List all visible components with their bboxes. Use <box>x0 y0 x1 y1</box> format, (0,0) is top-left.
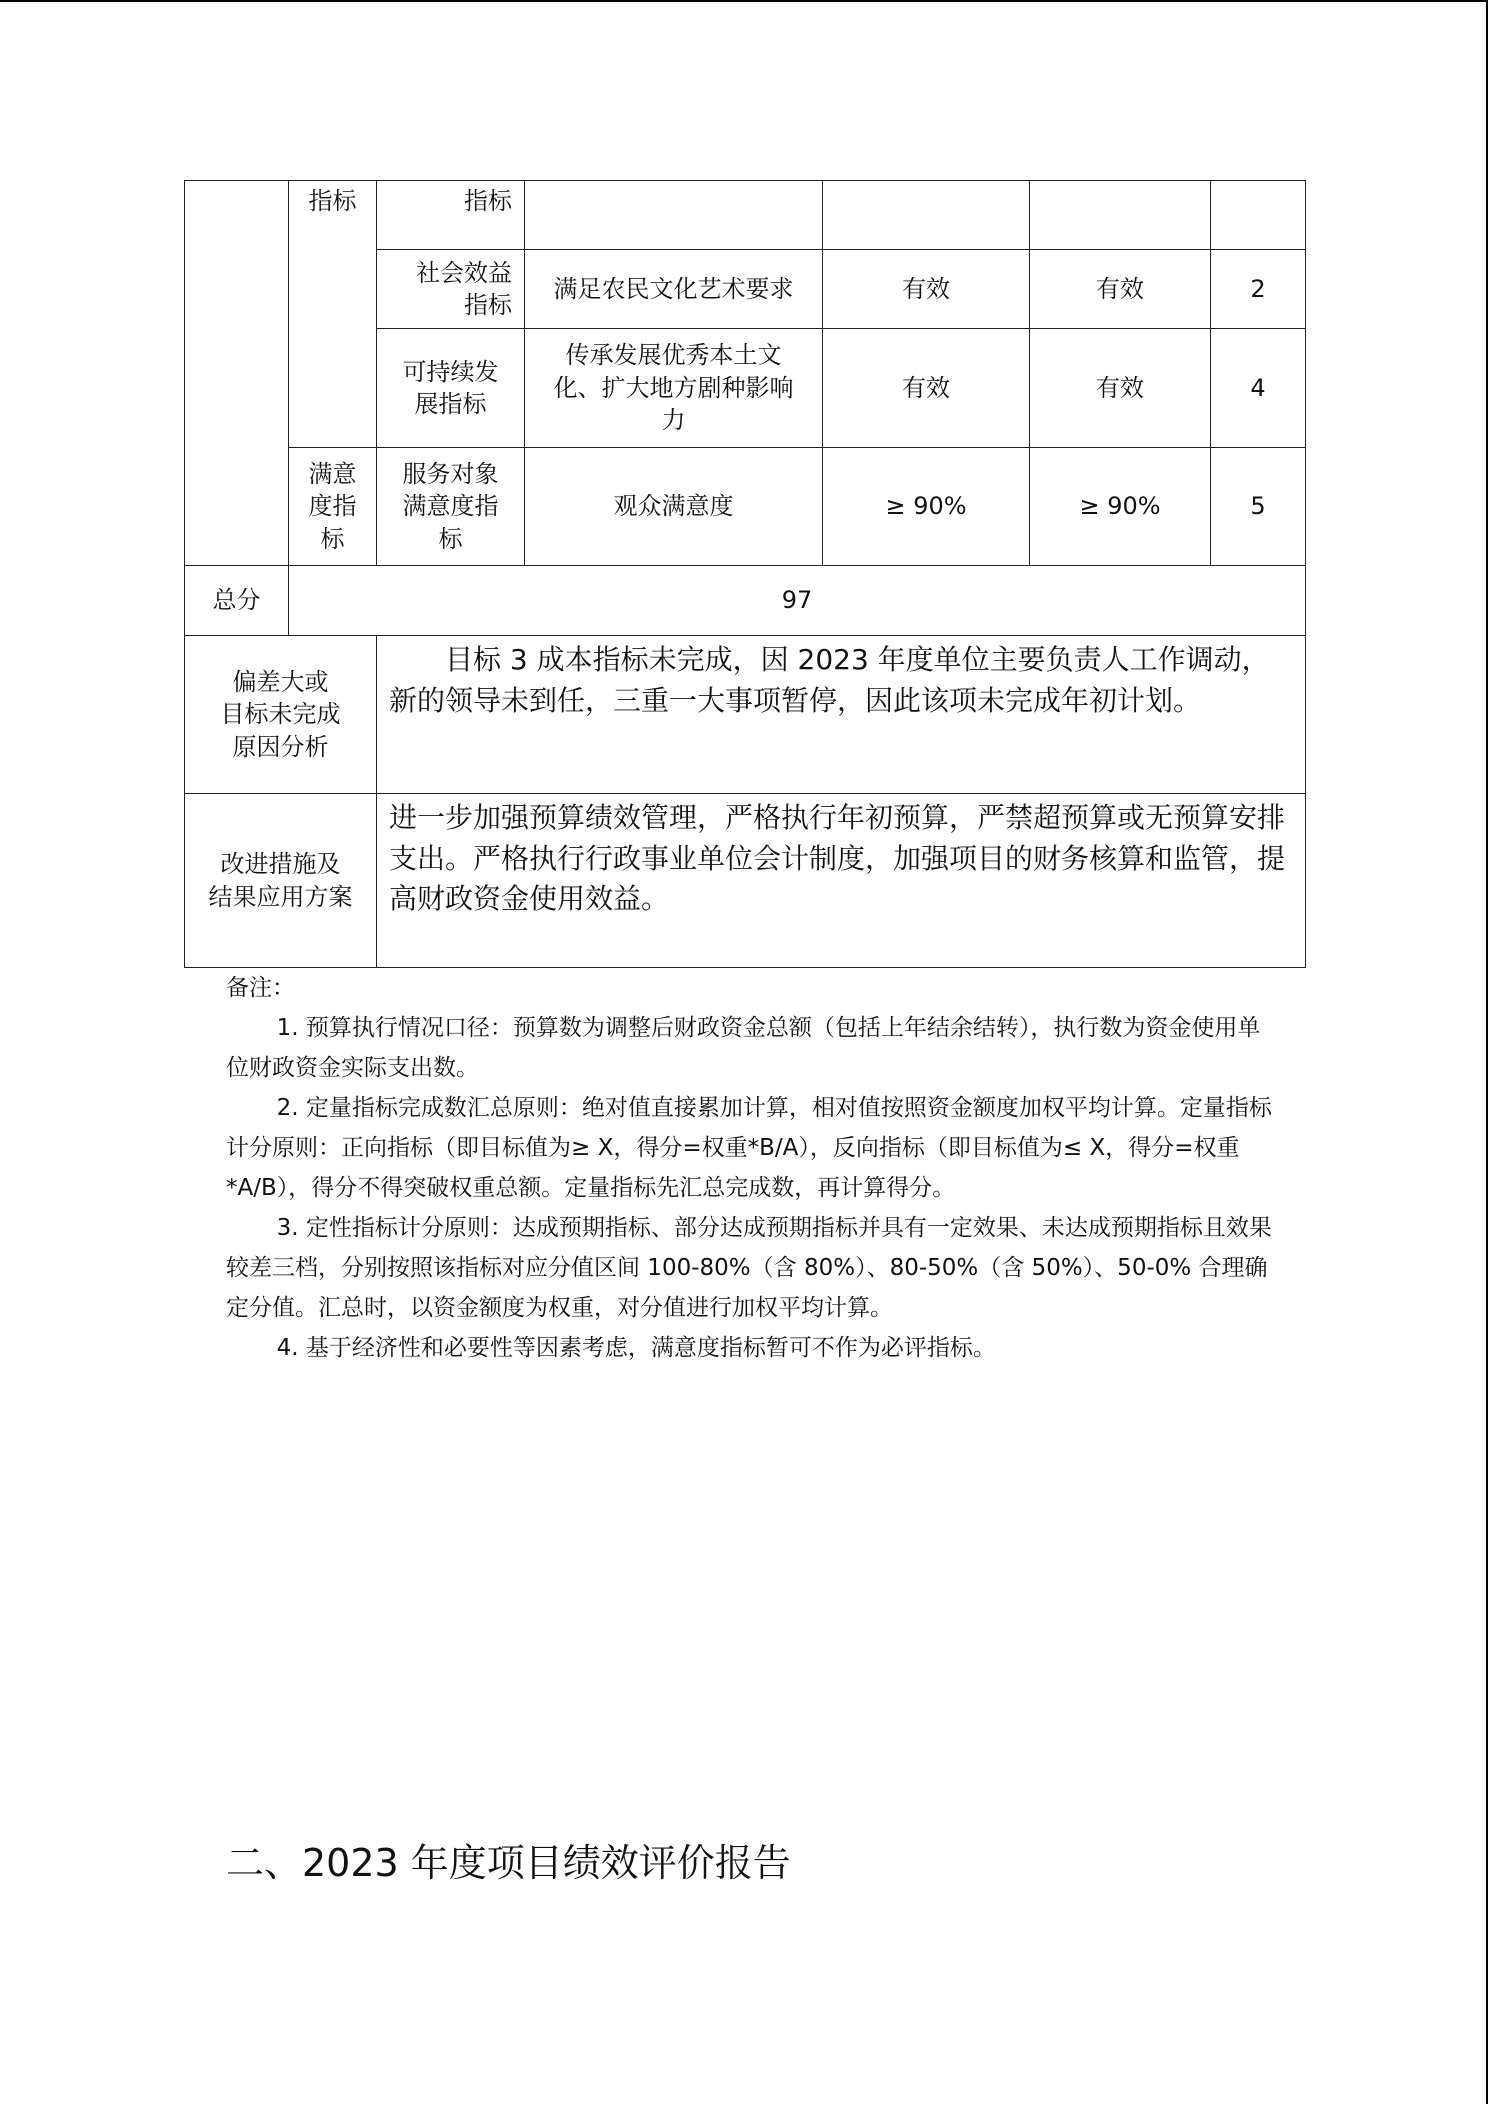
improvement-label: 改进措施及 结果应用方案 <box>185 794 377 968</box>
performance-table <box>184 180 1306 968</box>
level3-indicator-cell: 服务对象 满意度指 标 <box>377 448 525 566</box>
score-cell: 2 <box>1211 250 1306 329</box>
category-cell <box>185 181 289 566</box>
score-cell: 4 <box>1211 329 1306 448</box>
note-item: 2. 定量指标完成数汇总原则：绝对值直接累加计算，相对值按照资金额度加权平均计算。定量指标计分原则：正向指标（即目标值为≥ X，得分=权重*B/A），反向指标（即目标值为≤ X，得分=权重*A/B），得分不得突破权重总额。定量指标先汇总完成数，再计算得分。 <box>226 1095 1272 1201</box>
target-value-cell: 有效 <box>823 329 1030 448</box>
level2-indicator-cell: 指标 <box>289 181 377 448</box>
note-item: 4. 基于经济性和必要性等因素考虑，满意度指标暂可不作为必评指标。 <box>276 1335 996 1361</box>
improvement-text: 进一步加强预算绩效管理，严格执行年初预算，严禁超预算或无预算安排支出。严格执行行政事业单位会计制度，加强项目的财务核算和监管，提高财政资金使用效益。 <box>377 794 1306 968</box>
target-value-cell: 有效 <box>823 250 1030 329</box>
indicator-content-cell: 观众满意度 <box>525 448 823 566</box>
target-value-cell: ≥ 90% <box>823 448 1030 566</box>
deviation-row <box>185 636 1306 794</box>
level3-indicator-cell: 可持续发 展指标 <box>377 329 525 448</box>
deviation-label: 偏差大或 目标未完成 原因分析 <box>185 636 377 794</box>
notes-section <box>226 968 1276 1368</box>
table-row <box>185 448 1306 566</box>
level3-indicator-cell: 社会效益 指标 <box>377 250 525 329</box>
indicator-content-cell: 传承发展优秀本土文 化、扩大地方剧种影响 力 <box>525 329 823 448</box>
notes-heading: 备注： <box>226 975 295 1001</box>
total-value: 97 <box>289 566 1306 636</box>
level2-indicator-cell: 满意 度指 标 <box>289 448 377 566</box>
total-label: 总分 <box>185 566 289 636</box>
level3-indicator-cell: 指标 <box>377 181 525 250</box>
score-cell: 5 <box>1211 448 1306 566</box>
actual-value-cell: 有效 <box>1030 250 1211 329</box>
actual-value-cell: ≥ 90% <box>1030 448 1211 566</box>
total-row <box>185 566 1306 636</box>
actual-value-cell: 有效 <box>1030 329 1211 448</box>
improvement-row <box>185 794 1306 968</box>
indicator-content-cell <box>525 181 823 250</box>
note-item: 3. 定性指标计分原则：达成预期指标、部分达成预期指标并具有一定效果、未达成预期指标且效果较差三档，分别按照该指标对应分值区间 100-80%（含 80%）、80-50%（含 50%）、50-0% 合理确定分值。汇总时，以资金额度为权重，对分值进行加权平均计算。 <box>226 1215 1272 1321</box>
deviation-text: 目标 3 成本指标未完成，因 2023 年度单位主要负责人工作调动，新的领导未到任，三重一大事项暂停，因此该项未完成年初计划。 <box>377 636 1306 794</box>
score-cell <box>1211 181 1306 250</box>
actual-value-cell <box>1030 181 1211 250</box>
section-title: 二、2023 年度项目绩效评价报告 <box>226 1841 791 1885</box>
table-row <box>185 181 1306 250</box>
indicator-content-cell: 满足农民文化艺术要求 <box>525 250 823 329</box>
page-top-border <box>0 0 1488 2</box>
note-item: 1. 预算执行情况口径：预算数为调整后财政资金总额（包括上年结余结转），执行数为资金使用单位财政资金实际支出数。 <box>226 1015 1261 1081</box>
target-value-cell <box>823 181 1030 250</box>
